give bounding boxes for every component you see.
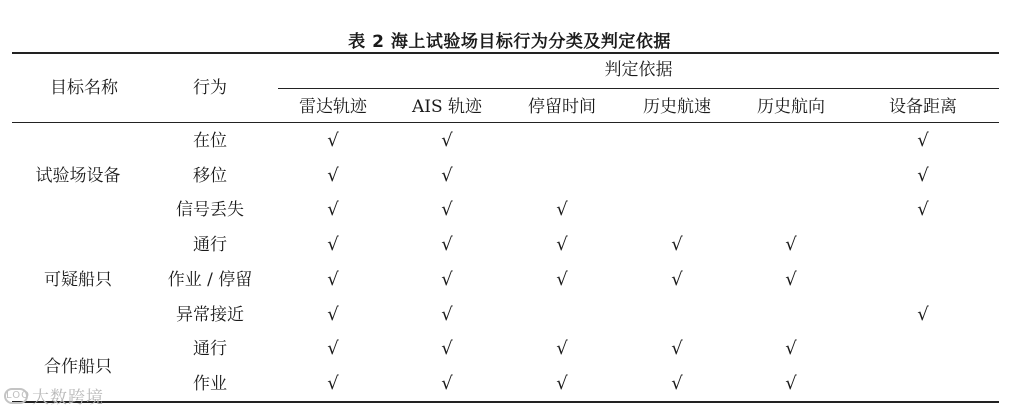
table-caption: 表 2 海上试验场目标行为分类及判定依据 <box>348 32 671 52</box>
behavior-cell: 信号丢失 <box>176 200 244 221</box>
check-mark: √ <box>671 234 683 256</box>
check-mark: √ <box>441 199 453 221</box>
check-mark: √ <box>917 199 929 221</box>
check-mark: √ <box>441 372 453 394</box>
behavior-cell: 在位 <box>193 131 227 151</box>
behavior-cell: 移位 <box>193 165 227 186</box>
check-mark: √ <box>556 372 568 394</box>
header-criteria-group: 判定依据 <box>604 60 673 80</box>
check-mark: √ <box>785 234 797 256</box>
behavior-cell: 作业 / 停留 <box>167 269 253 290</box>
check-mark: √ <box>441 234 453 256</box>
check-mark: √ <box>671 268 683 290</box>
check-mark: √ <box>327 199 339 221</box>
header-behavior: 行为 <box>193 78 227 98</box>
criteria-subrule <box>278 88 999 89</box>
watermark <box>4 383 104 408</box>
check-mark: √ <box>327 303 339 325</box>
check-mark: √ <box>785 372 797 394</box>
check-mark: √ <box>441 130 453 151</box>
header-criterion: AIS 轨迹 <box>411 97 483 117</box>
check-mark: √ <box>917 130 929 151</box>
bottom-rule <box>12 401 999 403</box>
check-mark: √ <box>917 164 929 186</box>
check-mark: √ <box>671 338 683 360</box>
check-mark: √ <box>441 164 453 186</box>
behavior-cell: 通行 <box>193 339 227 360</box>
group-name: 试验场设备 <box>35 165 121 186</box>
check-mark: √ <box>441 338 453 360</box>
check-mark: √ <box>556 268 568 290</box>
group-name: 可疑船只 <box>44 269 112 290</box>
check-mark: √ <box>327 130 339 151</box>
check-mark: √ <box>671 372 683 394</box>
check-mark: √ <box>327 338 339 360</box>
behavior-cell: 异常接近 <box>176 304 244 325</box>
check-mark: √ <box>785 338 797 360</box>
header-criterion: 历史航速 <box>643 97 711 117</box>
check-mark: √ <box>917 303 929 325</box>
watermark-logo-icon: LOO <box>4 388 28 404</box>
check-mark: √ <box>556 234 568 256</box>
check-mark: √ <box>556 199 568 221</box>
watermark-text: 大数跨境 <box>32 388 104 408</box>
header-criterion: 雷达轨迹 <box>299 97 367 117</box>
header-rule <box>12 122 999 123</box>
header-criterion: 历史航向 <box>757 97 825 117</box>
check-mark: √ <box>441 268 453 290</box>
header-target-name: 目标名称 <box>50 78 118 98</box>
group-name: 合作船只 <box>44 356 112 377</box>
header-criterion: 设备距离 <box>889 97 957 117</box>
check-mark: √ <box>327 372 339 394</box>
check-mark: √ <box>556 338 568 360</box>
behavior-cell: 通行 <box>193 235 227 256</box>
check-mark: √ <box>327 234 339 256</box>
check-mark: √ <box>785 268 797 290</box>
check-mark: √ <box>327 268 339 290</box>
top-rule <box>12 52 999 54</box>
check-mark: √ <box>441 303 453 325</box>
header-criterion: 停留时间 <box>528 97 596 117</box>
check-mark: √ <box>327 164 339 186</box>
behavior-cell: 作业 <box>193 373 227 394</box>
